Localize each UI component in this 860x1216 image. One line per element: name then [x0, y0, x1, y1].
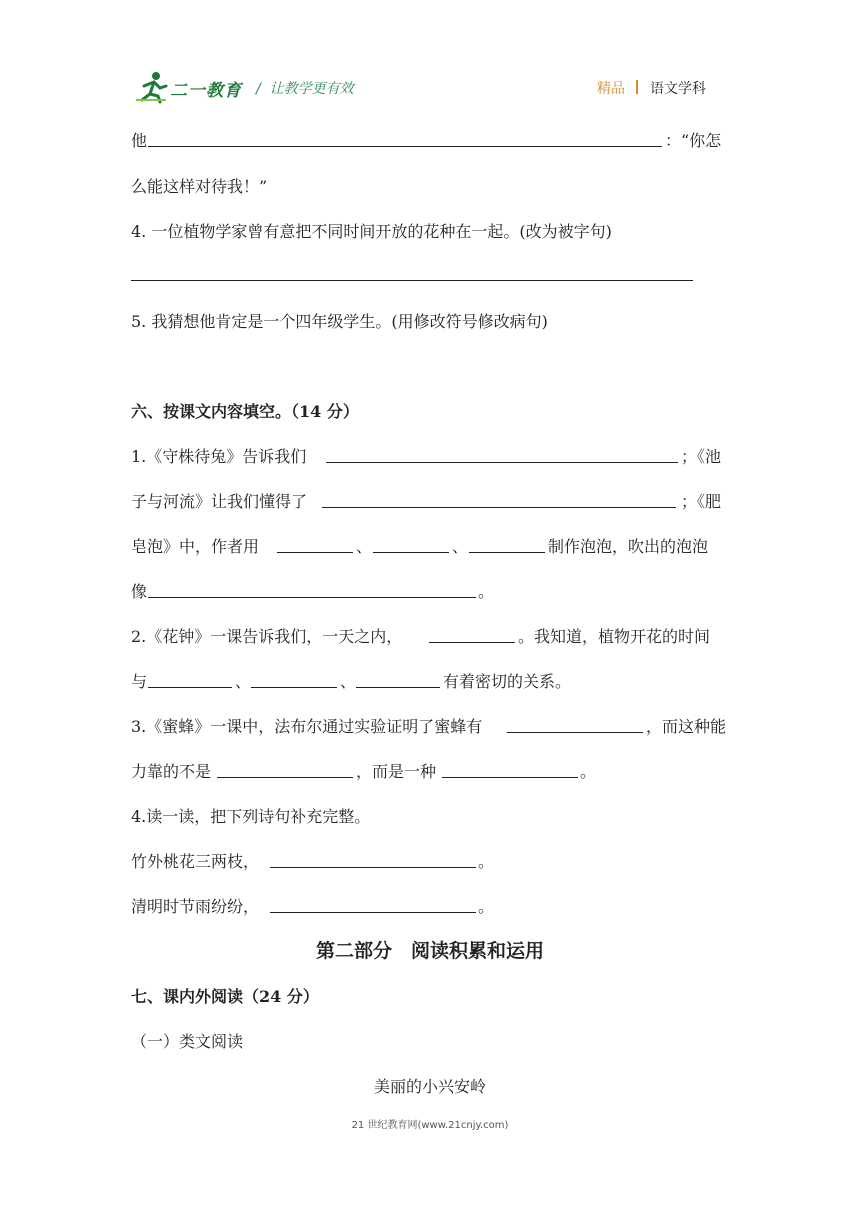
s6-3-blank-1: [507, 732, 643, 733]
page-footer: 21 世纪教育网(www.21cnjy.com): [351, 1120, 509, 1131]
question-5: 5. 我猜想他肯定是一个四年级学生。(用修改符号修改病句): [131, 312, 548, 331]
s6-2-blank-4: [356, 687, 440, 688]
q3-blank: [148, 146, 662, 147]
s6-3-a: 3.《蜜蜂》一课中，法布尔通过实验证明了蜜蜂有: [131, 717, 483, 736]
jingpin-label: 精品: [597, 81, 625, 97]
slogan-text: 让教学更有效: [269, 81, 354, 97]
runner-logo-icon: [136, 70, 170, 104]
s6-3-blank-3: [442, 777, 578, 778]
slogan: [256, 78, 354, 98]
s6-1-f: 、: [356, 537, 373, 556]
s6-2-blank-1: [429, 642, 515, 643]
poem-line-2: 清明时节雨纷纷，: [131, 897, 260, 916]
s6-1-blank-2: [322, 507, 676, 508]
logo: [136, 70, 246, 104]
s6-4: 4.读一读，把下列诗句补充完整。: [131, 807, 371, 826]
s6-1-j: 。: [478, 582, 495, 601]
q3-end: ：“你怎: [665, 131, 722, 150]
poem-2-blank: [270, 912, 476, 913]
s6-2-d: 、: [235, 672, 252, 691]
part-2-title: 第二部分 阅读积累和运用: [315, 940, 544, 962]
s6-2-a: 2.《花钟》一课告诉我们，一天之内，: [131, 627, 403, 646]
section-7-title: 七、课内外阅读（24 分）: [131, 987, 319, 1006]
subsection-1: （一）类文阅读: [131, 1032, 244, 1051]
s6-3-e: 。: [580, 762, 597, 781]
s6-3-b: ，而这种能: [646, 717, 727, 736]
article-title: 美丽的小兴安岭: [373, 1077, 486, 1096]
s6-1-c: 子与河流》让我们懂得了: [131, 492, 308, 511]
s6-3-blank-2: [217, 777, 353, 778]
question-4: 4. 一位植物学家曾有意把不同时间开放的花种在一起。(改为被字句): [131, 222, 612, 241]
s6-1-a: 1.《守株待兔》告诉我们: [131, 447, 307, 466]
s6-1-i: 像: [131, 582, 148, 601]
s6-2-c: 与: [131, 672, 148, 691]
header-divider: [636, 80, 638, 94]
poem-1-blank: [270, 867, 476, 868]
s6-1-d: ；《肥: [681, 492, 722, 511]
s6-1-blank-4: [373, 552, 449, 553]
s6-1-b: ；《池: [681, 447, 722, 466]
s6-1-e: 皂泡》中，作者用: [131, 537, 260, 556]
s6-2-b: 。我知道，植物开花的时间: [518, 627, 711, 646]
s6-3-c: 力靠的不是: [131, 762, 212, 781]
s6-2-blank-3: [251, 687, 337, 688]
q4-answer-line: [131, 280, 693, 281]
poem-line-1: 竹外桃花三两枝，: [131, 852, 260, 871]
poem-2-end: 。: [478, 897, 495, 916]
s6-1-g: 、: [452, 537, 469, 556]
s6-2-f: 有着密切的关系。: [443, 672, 572, 691]
s6-1-blank-5: [469, 552, 545, 553]
s6-2-blank-2: [148, 687, 232, 688]
s6-2-e: 、: [340, 672, 357, 691]
s6-1-blank-1: [326, 462, 678, 463]
q3-start: 他: [131, 131, 148, 150]
logo-text: 二一教育: [170, 81, 242, 101]
slogan-separator: /: [256, 81, 261, 97]
subject-label: 语文学科: [650, 81, 706, 97]
s6-3-d: ，而是一种: [356, 762, 437, 781]
q3-line2: 么能这样对待我！”: [131, 177, 268, 196]
s6-1-h: 制作泡泡，吹出的泡泡: [548, 537, 709, 556]
poem-1-end: 。: [478, 852, 495, 871]
section-6-title: 六、按课文内容填空。（14 分）: [131, 402, 359, 421]
s6-1-blank-3: [277, 552, 353, 553]
s6-1-blank-6: [148, 597, 476, 598]
page-header: [0, 0, 860, 120]
